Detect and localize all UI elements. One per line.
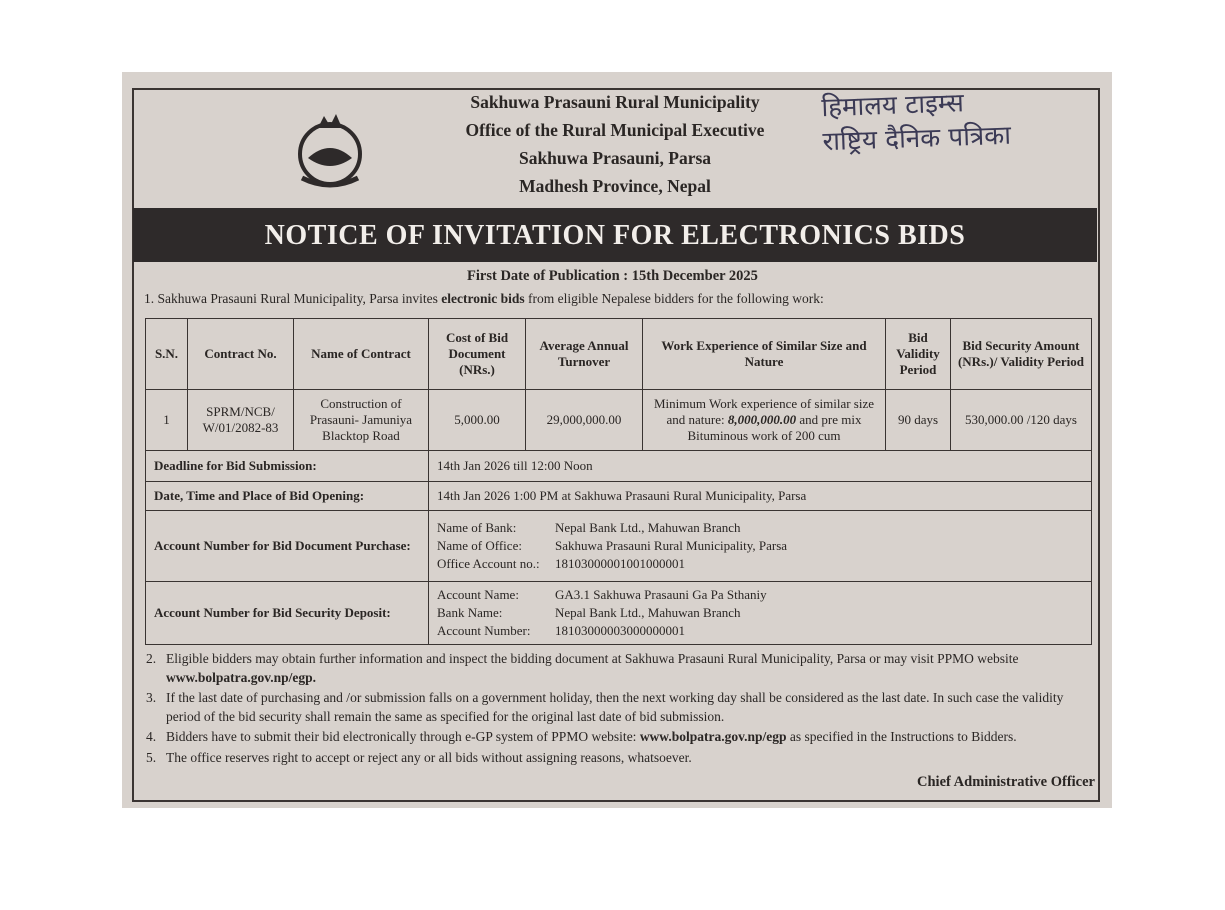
column-header: Bid Security Amount (NRs.)/ Validity Period	[951, 319, 1092, 390]
cell-contract-no: SPRM/NCB/ W/01/2082-83	[188, 390, 294, 451]
intro-text: Sakhuwa Prasauni Rural Municipality, Parsa invites	[157, 291, 442, 306]
column-header: Bid Validity Period	[886, 319, 951, 390]
opening-label: Date, Time and Place of Bid Opening:	[146, 482, 429, 511]
header-line: Office of the Rural Municipal Executive	[465, 120, 765, 140]
cell-contract-name: Construction of Prasauni- Jamuniya Blacktop Road	[294, 390, 429, 451]
notice-title: NOTICE OF INVITATION FOR ELECTRONICS BIDS	[133, 208, 1097, 262]
field-key: Bank Name:	[437, 605, 503, 620]
note-text: Eligible bidders may obtain further information and inspect the bidding document at Sakhuwa Prasauni Rural Municipality, Parsa or may visit PPMO website	[166, 651, 1019, 666]
bid-table	[145, 318, 1092, 645]
deposit-account-row	[146, 582, 1092, 645]
note-number: 2.	[146, 651, 157, 666]
purchase-label: Account Number for Bid Document Purchase:	[146, 511, 429, 582]
experience-amount: 8,000,000.00	[727, 412, 797, 427]
publication-date: First Date of Publication : 15th December 2025	[467, 268, 758, 284]
notes-list	[146, 650, 1096, 769]
note-number: 5.	[146, 749, 157, 765]
field-key: Name of Office:	[437, 538, 522, 553]
note-item	[146, 749, 1096, 768]
field-key: Name of Bank:	[437, 520, 517, 535]
nepal-emblem-icon	[288, 108, 372, 192]
header-line: Sakhuwa Prasauni Rural Municipality	[470, 92, 760, 112]
cell-cost: 5,000.00	[429, 390, 526, 451]
note-item	[146, 728, 1096, 747]
cell-security: 530,000.00 /120 days	[951, 390, 1092, 451]
municipality-header	[400, 88, 830, 200]
field-value: 18103000001001000001	[555, 556, 685, 571]
field-value: Nepal Bank Ltd., Mahuwan Branch	[555, 520, 741, 535]
column-header: Name of Contract	[294, 319, 429, 390]
cell-turnover: 29,000,000.00	[526, 390, 643, 451]
note-text: Bidders have to submit their bid electronically through e-GP system of PPMO website:	[166, 729, 640, 744]
cell-experience	[643, 390, 886, 451]
note-text: The office reserves right to accept or reject any or all bids without assigning reasons, whatsoever.	[166, 749, 692, 765]
field-key: Account Number:	[437, 623, 531, 638]
opening-value: 14th Jan 2026 1:00 PM at Sakhuwa Prasauni Rural Municipality, Parsa	[429, 482, 1092, 511]
handwritten-line: हिमालय टाइम्स	[820, 88, 965, 124]
note-item	[146, 689, 1096, 726]
signatory-title: Chief Administrative Officer	[917, 774, 1095, 790]
purchase-account-row	[146, 511, 1092, 582]
field-value: 18103000003000000001	[555, 623, 685, 638]
column-header: Average Annual Turnover	[526, 319, 643, 390]
intro-bold: electronic bids	[441, 291, 525, 306]
intro-paragraph	[144, 291, 824, 307]
deposit-details	[429, 582, 1092, 645]
field-value: Sakhuwa Prasauni Rural Municipality, Parsa	[555, 538, 788, 553]
field-key: Office Account no.:	[437, 556, 540, 571]
purchase-details	[429, 511, 1092, 582]
note-number: 3.	[146, 690, 157, 705]
deposit-label: Account Number for Bid Security Deposit:	[146, 582, 429, 645]
note-link: www.bolpatra.gov.np/egp	[639, 729, 787, 744]
note-text: as specified in the Instructions to Bidders.	[786, 729, 1017, 744]
column-header: Work Experience of Similar Size and Nature	[643, 319, 886, 390]
experience-text: and pre mix Bituminous work of 200 cum	[687, 412, 862, 443]
item-number: 1.	[144, 291, 155, 306]
note-item	[146, 650, 1096, 687]
cell-validity: 90 days	[886, 390, 951, 451]
field-value: GA3.1 Sakhuwa Prasauni Ga Pa Sthaniy	[555, 587, 767, 602]
table-row	[146, 390, 1092, 451]
experience-text: Minimum Work experience of similar size and nature:	[653, 396, 875, 427]
handwritten-line: राष्ट्रिय दैनिक पत्रिका	[822, 120, 1012, 158]
opening-row	[146, 482, 1092, 511]
header-line: Madhesh Province, Nepal	[519, 176, 711, 196]
column-header: Contract No.	[188, 319, 294, 390]
table-header-row	[146, 319, 1092, 390]
cell-sn: 1	[146, 390, 188, 451]
note-number: 4.	[146, 729, 157, 744]
intro-text: from eligible Nepalese bidders for the following work:	[524, 291, 824, 306]
header-line: Sakhuwa Prasauni, Parsa	[518, 148, 712, 168]
field-value: Nepal Bank Ltd., Mahuwan Branch	[555, 605, 741, 620]
column-header: S.N.	[146, 319, 188, 390]
deadline-label: Deadline for Bid Submission:	[146, 451, 429, 482]
field-key: Account Name:	[437, 587, 519, 602]
note-text: If the last date of purchasing and /or submission falls on a government holiday, then the next working day shall be considered as the last date. In such case the validity period of the bid security shall remain the same as specified for the original last date of bid submission.	[166, 690, 1064, 724]
handwritten-newspaper-name	[821, 85, 1012, 160]
deadline-value: 14th Jan 2026 till 12:00 Noon	[429, 451, 1092, 482]
note-link: www.bolpatra.gov.np/egp.	[166, 669, 317, 685]
deadline-row	[146, 451, 1092, 482]
column-header: Cost of Bid Document (NRs.)	[429, 319, 526, 390]
